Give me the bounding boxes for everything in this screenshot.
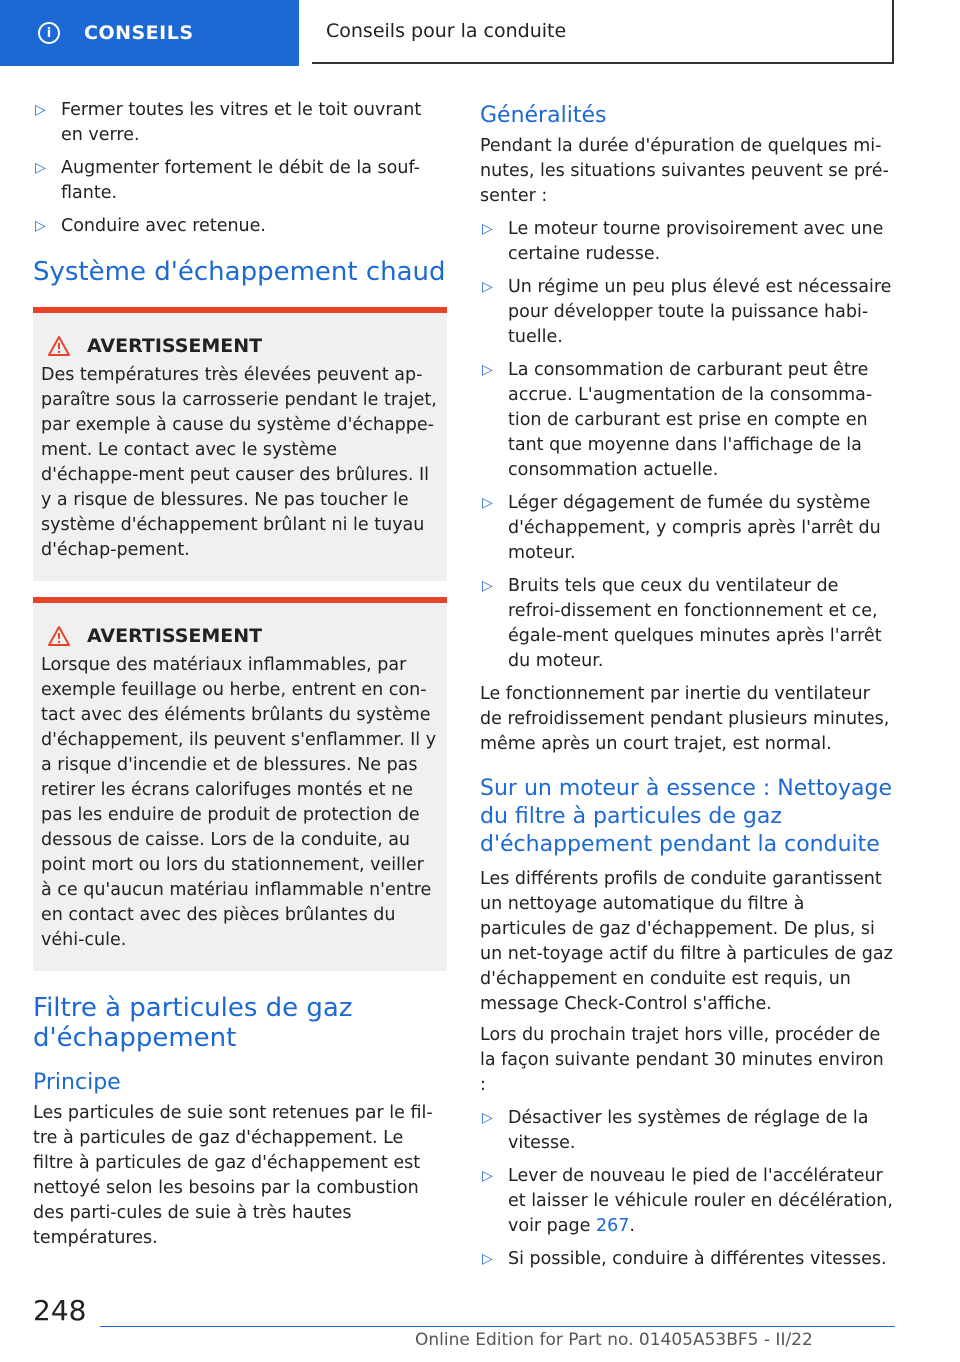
page-title: Conseils pour la conduite xyxy=(312,0,894,64)
bullet-triangle-icon: ▷ xyxy=(482,1251,493,1267)
list-item: ▷ La consommation de carburant peut être accrue. L'augmentation de la consomma-tion de carburant est prise en compte en tant que moyenne dans l'affichage de la consommation actuelle. xyxy=(482,360,873,480)
warning-triangle-icon xyxy=(47,335,71,357)
right-column xyxy=(480,98,894,1280)
bullet-triangle-icon: ▷ xyxy=(482,362,493,378)
list-item: ▷ Fermer toutes les vitres et le toit ouvrant en verre. xyxy=(35,100,422,145)
general-bullet-list xyxy=(480,217,894,674)
list-item: ▷ Augmenter fortement le débit de la souf-flante. xyxy=(35,158,420,203)
top-bullet-list xyxy=(33,98,447,239)
warning-box xyxy=(33,597,447,971)
heading-particulate-filter: Filtre à particules de gaz d'échappement xyxy=(33,993,353,1053)
bullet-triangle-icon: ▷ xyxy=(482,279,493,295)
section-label: CONSEILS xyxy=(84,22,194,44)
info-icon: i xyxy=(38,22,60,44)
warning-box xyxy=(33,307,447,581)
petrol-paragraph-1: Les différents profils de conduite garantissent un nettoyage automatique du filtre à particules de gaz d'échappement. De plus, si un net-toyage actif du filtre à particules de gaz d'échappement en conduite est requis, un message Check-Control s'affiche. xyxy=(480,869,893,1014)
bullet-triangle-icon: ▷ xyxy=(482,1110,493,1126)
list-item: ▷ Lever de nouveau le pied de l'accélérateur et laisser le véhicule rouler en décélération, voir page 267. xyxy=(482,1166,893,1236)
edition-text: Online Edition for Part no. 01405A53BF5 - II/22 xyxy=(415,1330,813,1350)
list-item: ▷ Si possible, conduire à différentes vitesses. xyxy=(480,1247,894,1272)
petrol-paragraph-2: Lors du prochain trajet hors ville, procéder de la façon suivante pendant 30 minutes environ : xyxy=(480,1025,884,1095)
warning-text: Lorsque des matériaux inflammables, par exemple feuillage ou herbe, entrent en con-tact avec des éléments brûlants du système d'échappement, ils peuvent s'enflammer. Il y a risque d'incendie et de blessures. Ne pas retirer les écrans calorifuges montés et ne pas les enduire de produit de protection de dessous de caisse. Lors de la conduite, au point mort ou lors du stationnement, veiller à ce qu'aucun matériau inflammable n'entre en contact avec des pièces brûlantes du véhi-cule. xyxy=(41,655,437,950)
list-item: ▷ Un régime un peu plus élevé est nécessaire pour développer toute la puissance habi-tuelle. xyxy=(482,277,892,347)
bullet-triangle-icon: ▷ xyxy=(482,495,493,511)
warning-title: AVERTISSEMENT xyxy=(87,625,263,647)
subheading-principle: Principe xyxy=(33,1070,121,1095)
petrol-bullet-list xyxy=(480,1106,894,1272)
list-item: ▷ Le moteur tourne provisoirement avec une certaine rudesse. xyxy=(482,219,884,264)
bullet-triangle-icon: ▷ xyxy=(35,160,46,176)
subheading-general: Généralités xyxy=(480,103,607,128)
section-tab xyxy=(0,0,299,66)
list-item: ▷ Léger dégagement de fumée du système d'échappement, y compris après l'arrêt du moteur. xyxy=(482,493,881,563)
list-item: ▷ Désactiver les systèmes de réglage de la vitesse. xyxy=(482,1108,869,1153)
bullet-triangle-icon: ▷ xyxy=(482,1168,493,1184)
principle-text: Les particules de suie sont retenues par le fil-tre à particules de gaz d'échappement. Le filtre à particules de gaz d'échappement est nettoyé selon les besoins par la combustion des parti-cules de suie à très hautes températures. xyxy=(33,1103,433,1248)
page-link-267[interactable]: 267 xyxy=(595,1216,630,1236)
general-intro: Pendant la durée d'épuration de quelques mi-nutes, les situations suivantes peuvent se pré-senter : xyxy=(480,136,889,206)
general-outro: Le fonctionnement par inertie du ventilateur de refroidissement pendant plusieurs minutes, même après un court trajet, est normal. xyxy=(480,684,890,754)
bullet-triangle-icon: ▷ xyxy=(482,221,493,237)
page-number: 248 xyxy=(33,1294,87,1327)
bullet-triangle-icon: ▷ xyxy=(35,102,46,118)
left-column xyxy=(33,98,447,1257)
warning-triangle-icon xyxy=(47,625,71,647)
warning-title: AVERTISSEMENT xyxy=(87,335,263,357)
footer-divider xyxy=(100,1326,895,1327)
subheading-petrol-engine: Sur un moteur à essence : Nettoyage du filtre à particules de gaz d'échappement pendant la conduite xyxy=(480,776,893,857)
list-item: ▷ Conduire avec retenue. xyxy=(33,214,447,239)
bullet-triangle-icon: ▷ xyxy=(482,578,493,594)
list-item: ▷ Bruits tels que ceux du ventilateur de refroi-dissement en fonctionnement et ce, égale-ment quelques minutes après l'arrêt du moteur. xyxy=(482,576,882,671)
bullet-triangle-icon: ▷ xyxy=(35,218,46,234)
warning-text: Des températures très élevées peuvent ap-paraître sous la carrosserie pendant le trajet, par exemple à cause du système d'échappe-ment. Le contact avec le système d'échappe-ment peut causer des brûlures. Il y a risque de blessures. Ne pas toucher le système d'échappement brûlant ni le tuyau d'échap-pement. xyxy=(41,365,437,560)
heading-exhaust-system: Système d'échappement chaud xyxy=(33,257,446,287)
